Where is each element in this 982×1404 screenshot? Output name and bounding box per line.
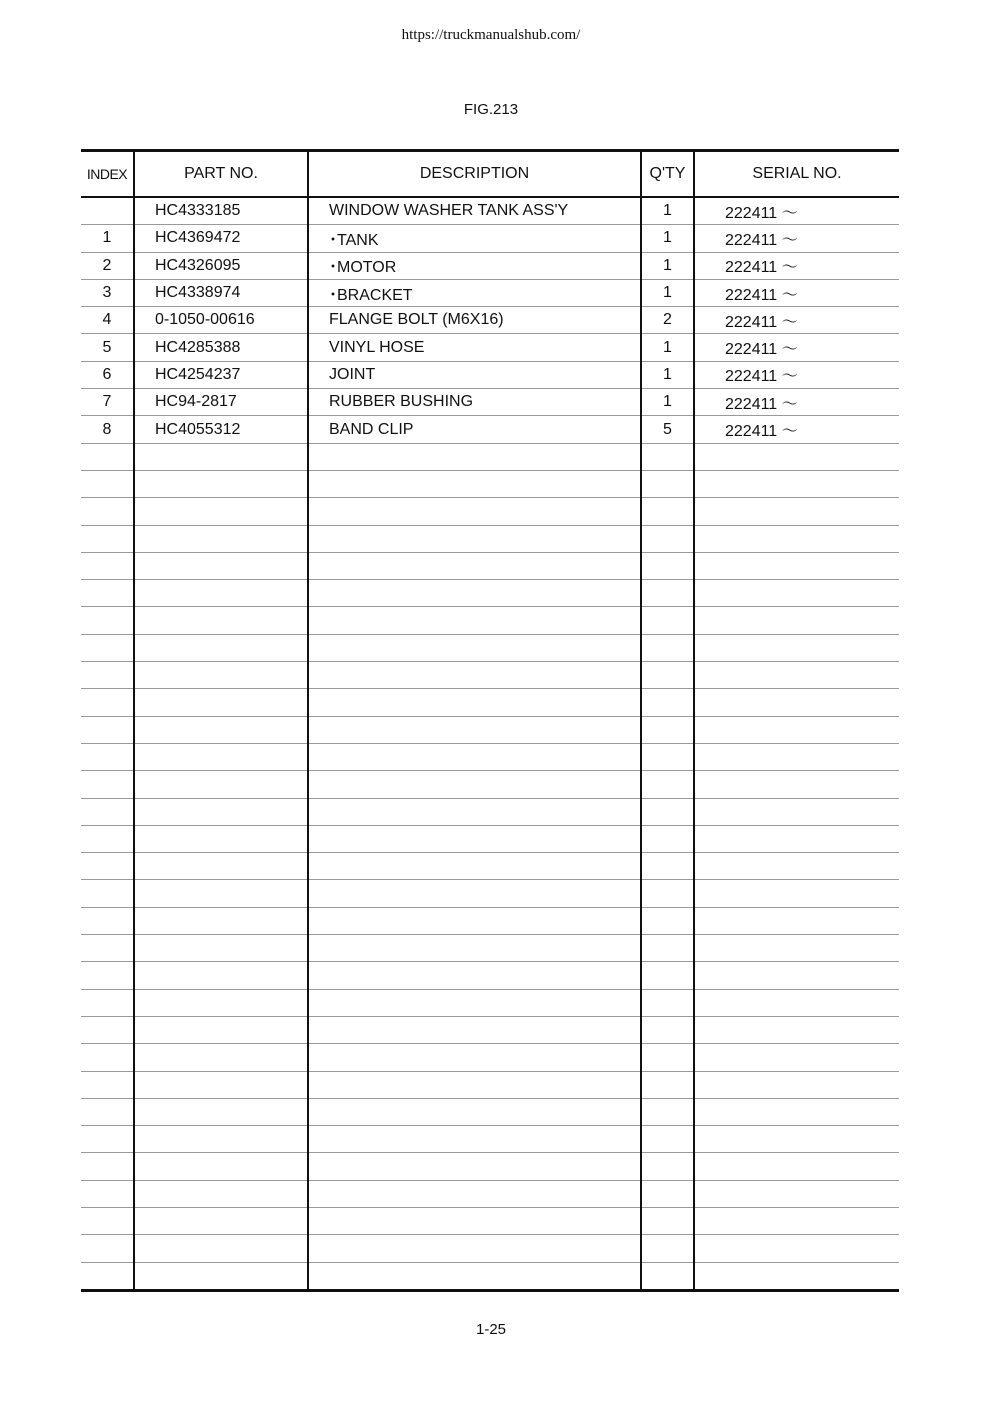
cell-part-no — [134, 443, 308, 470]
cell-qty — [641, 1262, 694, 1290]
cell-index — [81, 552, 134, 579]
cell-serial-no — [694, 607, 899, 634]
empty-table-row — [81, 1044, 899, 1071]
cell-description — [308, 1153, 641, 1180]
cell-serial-no: 222411 ～ — [694, 307, 899, 334]
cell-part-no — [134, 1016, 308, 1043]
table-header-row — [81, 151, 899, 198]
cell-index — [81, 1071, 134, 1098]
cell-part-no: HC4338974 — [134, 279, 308, 306]
table-row — [81, 279, 899, 306]
cell-index — [81, 1153, 134, 1180]
cell-serial-no — [694, 525, 899, 552]
cell-qty — [641, 607, 694, 634]
page-number: 1-25 — [475, 1321, 507, 1338]
cell-serial-no — [694, 989, 899, 1016]
cell-qty — [641, 825, 694, 852]
cell-qty — [641, 1044, 694, 1071]
cell-index: 5 — [81, 334, 134, 361]
cell-part-no — [134, 1098, 308, 1125]
cell-qty — [641, 1153, 694, 1180]
cell-index — [81, 197, 134, 225]
cell-description — [308, 1126, 641, 1153]
cell-part-no — [134, 1126, 308, 1153]
cell-qty — [641, 880, 694, 907]
cell-serial-no — [694, 771, 899, 798]
cell-description: VINYL HOSE — [308, 334, 641, 361]
cell-description — [308, 935, 641, 962]
cell-index — [81, 825, 134, 852]
cell-qty — [641, 1016, 694, 1043]
cell-description — [308, 1044, 641, 1071]
table-row — [81, 197, 899, 225]
cell-description — [308, 498, 641, 525]
cell-part-no — [134, 962, 308, 989]
cell-index — [81, 1207, 134, 1234]
cell-serial-no: 222411 ～ — [694, 225, 899, 252]
cell-index: 2 — [81, 252, 134, 279]
header-serial-no: SERIAL NO. — [694, 151, 899, 198]
cell-serial-no — [694, 1180, 899, 1207]
cell-qty: 1 — [641, 197, 694, 225]
cell-index — [81, 470, 134, 497]
cell-serial-no: 222411 ～ — [694, 197, 899, 225]
empty-table-row — [81, 880, 899, 907]
cell-index — [81, 607, 134, 634]
cell-part-no — [134, 853, 308, 880]
cell-qty — [641, 552, 694, 579]
cell-part-no — [134, 1044, 308, 1071]
cell-serial-no — [694, 1126, 899, 1153]
cell-index — [81, 771, 134, 798]
empty-table-row — [81, 853, 899, 880]
cell-serial-no — [694, 470, 899, 497]
cell-index — [81, 1044, 134, 1071]
cell-index — [81, 1235, 134, 1262]
cell-qty: 1 — [641, 361, 694, 388]
empty-table-row — [81, 1071, 899, 1098]
cell-qty — [641, 853, 694, 880]
cell-index — [81, 989, 134, 1016]
cell-qty — [641, 771, 694, 798]
table-row — [81, 307, 899, 334]
cell-index — [81, 907, 134, 934]
cell-serial-no — [694, 1071, 899, 1098]
cell-index — [81, 880, 134, 907]
empty-table-row — [81, 1180, 899, 1207]
cell-description — [308, 1071, 641, 1098]
cell-description: RUBBER BUSHING — [308, 389, 641, 416]
cell-index — [81, 580, 134, 607]
cell-part-no — [134, 1235, 308, 1262]
empty-table-row — [81, 580, 899, 607]
cell-index — [81, 443, 134, 470]
cell-part-no: HC4055312 — [134, 416, 308, 443]
cell-description — [308, 907, 641, 934]
cell-serial-no — [694, 935, 899, 962]
header-part-no: PART NO. — [134, 151, 308, 198]
cell-qty: 1 — [641, 389, 694, 416]
cell-description — [308, 634, 641, 661]
empty-table-row — [81, 443, 899, 470]
cell-qty — [641, 443, 694, 470]
empty-table-row — [81, 634, 899, 661]
cell-part-no — [134, 498, 308, 525]
parts-table — [81, 149, 899, 1292]
cell-serial-no — [694, 689, 899, 716]
cell-index — [81, 798, 134, 825]
cell-description — [308, 1235, 641, 1262]
empty-table-row — [81, 716, 899, 743]
cell-index — [81, 525, 134, 552]
empty-table-row — [81, 962, 899, 989]
cell-description — [308, 552, 641, 579]
cell-serial-no — [694, 498, 899, 525]
empty-table-row — [81, 525, 899, 552]
cell-qty — [641, 1098, 694, 1125]
cell-serial-no — [694, 798, 899, 825]
cell-description — [308, 662, 641, 689]
cell-index — [81, 962, 134, 989]
cell-qty: 1 — [641, 225, 694, 252]
cell-qty — [641, 1180, 694, 1207]
cell-description: ･TANK — [308, 225, 641, 252]
cell-serial-no — [694, 825, 899, 852]
cell-index — [81, 689, 134, 716]
header-qty: Q'TY — [641, 151, 694, 198]
header-index: INDEX — [81, 151, 134, 198]
cell-qty — [641, 935, 694, 962]
cell-part-no — [134, 662, 308, 689]
cell-description: ･BRACKET — [308, 279, 641, 306]
cell-index: 7 — [81, 389, 134, 416]
empty-table-row — [81, 607, 899, 634]
source-url: https://truckmanualshub.com/ — [401, 27, 581, 43]
cell-qty: 2 — [641, 307, 694, 334]
cell-index — [81, 1126, 134, 1153]
cell-part-no: HC4285388 — [134, 334, 308, 361]
cell-description — [308, 962, 641, 989]
cell-index — [81, 662, 134, 689]
empty-table-row — [81, 935, 899, 962]
cell-description — [308, 771, 641, 798]
cell-description — [308, 1262, 641, 1290]
cell-qty — [641, 525, 694, 552]
empty-table-row — [81, 989, 899, 1016]
cell-serial-no — [694, 716, 899, 743]
cell-part-no — [134, 1180, 308, 1207]
empty-table-row — [81, 470, 899, 497]
cell-qty — [641, 716, 694, 743]
cell-qty — [641, 798, 694, 825]
empty-table-row — [81, 1207, 899, 1234]
cell-qty — [641, 634, 694, 661]
cell-serial-no — [694, 443, 899, 470]
cell-qty — [641, 962, 694, 989]
cell-qty — [641, 743, 694, 770]
cell-part-no: HC4326095 — [134, 252, 308, 279]
cell-part-no — [134, 716, 308, 743]
cell-serial-no — [694, 743, 899, 770]
cell-serial-no — [694, 634, 899, 661]
table-row — [81, 252, 899, 279]
cell-serial-no: 222411 ～ — [694, 361, 899, 388]
cell-serial-no — [694, 1207, 899, 1234]
cell-part-no: HC94-2817 — [134, 389, 308, 416]
cell-serial-no — [694, 1262, 899, 1290]
cell-part-no — [134, 935, 308, 962]
empty-table-row — [81, 1016, 899, 1043]
cell-part-no: HC4333185 — [134, 197, 308, 225]
cell-part-no — [134, 989, 308, 1016]
cell-serial-no — [694, 1153, 899, 1180]
cell-description — [308, 743, 641, 770]
cell-part-no — [134, 880, 308, 907]
cell-index — [81, 498, 134, 525]
cell-part-no — [134, 771, 308, 798]
cell-qty — [641, 1126, 694, 1153]
cell-part-no: HC4254237 — [134, 361, 308, 388]
cell-index — [81, 634, 134, 661]
cell-index — [81, 1098, 134, 1125]
cell-index: 3 — [81, 279, 134, 306]
cell-qty — [641, 1235, 694, 1262]
cell-part-no — [134, 907, 308, 934]
empty-table-row — [81, 771, 899, 798]
cell-serial-no: 222411 ～ — [694, 416, 899, 443]
cell-serial-no — [694, 880, 899, 907]
cell-qty — [641, 1207, 694, 1234]
cell-part-no — [134, 634, 308, 661]
cell-index — [81, 1016, 134, 1043]
cell-qty — [641, 907, 694, 934]
cell-serial-no: 222411 ～ — [694, 252, 899, 279]
table-row — [81, 225, 899, 252]
cell-qty: 5 — [641, 416, 694, 443]
cell-description — [308, 470, 641, 497]
cell-part-no — [134, 470, 308, 497]
cell-part-no — [134, 798, 308, 825]
table-row — [81, 361, 899, 388]
empty-table-row — [81, 1098, 899, 1125]
cell-description — [308, 1098, 641, 1125]
cell-description — [308, 880, 641, 907]
cell-serial-no: 222411 ～ — [694, 334, 899, 361]
cell-description: FLANGE BOLT (M6X16) — [308, 307, 641, 334]
cell-part-no — [134, 580, 308, 607]
header-description: DESCRIPTION — [308, 151, 641, 198]
cell-part-no: HC4369472 — [134, 225, 308, 252]
cell-index — [81, 853, 134, 880]
cell-part-no — [134, 825, 308, 852]
cell-serial-no: 222411 ～ — [694, 389, 899, 416]
cell-qty — [641, 470, 694, 497]
cell-index — [81, 935, 134, 962]
cell-qty: 1 — [641, 252, 694, 279]
empty-table-row — [81, 662, 899, 689]
cell-index: 1 — [81, 225, 134, 252]
cell-serial-no — [694, 580, 899, 607]
cell-index — [81, 1262, 134, 1290]
cell-index: 4 — [81, 307, 134, 334]
cell-description — [308, 1180, 641, 1207]
empty-table-row — [81, 825, 899, 852]
cell-part-no — [134, 1207, 308, 1234]
empty-table-row — [81, 1235, 899, 1262]
cell-index: 6 — [81, 361, 134, 388]
cell-description — [308, 580, 641, 607]
table-row — [81, 416, 899, 443]
empty-table-row — [81, 743, 899, 770]
cell-description: BAND CLIP — [308, 416, 641, 443]
cell-description — [308, 798, 641, 825]
cell-qty — [641, 689, 694, 716]
cell-part-no — [134, 1071, 308, 1098]
cell-description — [308, 607, 641, 634]
cell-part-no — [134, 607, 308, 634]
empty-table-row — [81, 689, 899, 716]
cell-index: 8 — [81, 416, 134, 443]
cell-description — [308, 443, 641, 470]
cell-description — [308, 989, 641, 1016]
cell-description: JOINT — [308, 361, 641, 388]
cell-qty — [641, 662, 694, 689]
cell-qty — [641, 1071, 694, 1098]
cell-description — [308, 1016, 641, 1043]
cell-description — [308, 525, 641, 552]
cell-description — [308, 716, 641, 743]
cell-serial-no — [694, 662, 899, 689]
cell-part-no — [134, 1262, 308, 1290]
cell-serial-no — [694, 962, 899, 989]
empty-table-row — [81, 1262, 899, 1290]
cell-index — [81, 716, 134, 743]
empty-table-row — [81, 1153, 899, 1180]
cell-qty: 1 — [641, 279, 694, 306]
cell-description: ･MOTOR — [308, 252, 641, 279]
cell-serial-no — [694, 1098, 899, 1125]
figure-title: FIG.213 — [463, 101, 519, 118]
cell-part-no — [134, 743, 308, 770]
cell-description — [308, 1207, 641, 1234]
empty-table-row — [81, 552, 899, 579]
cell-qty — [641, 498, 694, 525]
cell-qty — [641, 989, 694, 1016]
cell-description: WINDOW WASHER TANK ASS'Y — [308, 197, 641, 225]
cell-part-no — [134, 689, 308, 716]
cell-qty: 1 — [641, 334, 694, 361]
cell-description — [308, 825, 641, 852]
table-row — [81, 389, 899, 416]
cell-serial-no — [694, 1044, 899, 1071]
empty-table-row — [81, 798, 899, 825]
empty-table-row — [81, 907, 899, 934]
cell-serial-no — [694, 853, 899, 880]
cell-description — [308, 853, 641, 880]
cell-index — [81, 1180, 134, 1207]
cell-serial-no — [694, 1016, 899, 1043]
cell-part-no — [134, 525, 308, 552]
cell-index — [81, 743, 134, 770]
cell-serial-no — [694, 1235, 899, 1262]
cell-qty — [641, 580, 694, 607]
empty-table-row — [81, 498, 899, 525]
cell-part-no — [134, 1153, 308, 1180]
cell-serial-no: 222411 ～ — [694, 279, 899, 306]
cell-serial-no — [694, 907, 899, 934]
cell-serial-no — [694, 552, 899, 579]
cell-part-no — [134, 552, 308, 579]
table-row — [81, 334, 899, 361]
empty-table-row — [81, 1126, 899, 1153]
cell-description — [308, 689, 641, 716]
cell-part-no: 0-1050-00616 — [134, 307, 308, 334]
